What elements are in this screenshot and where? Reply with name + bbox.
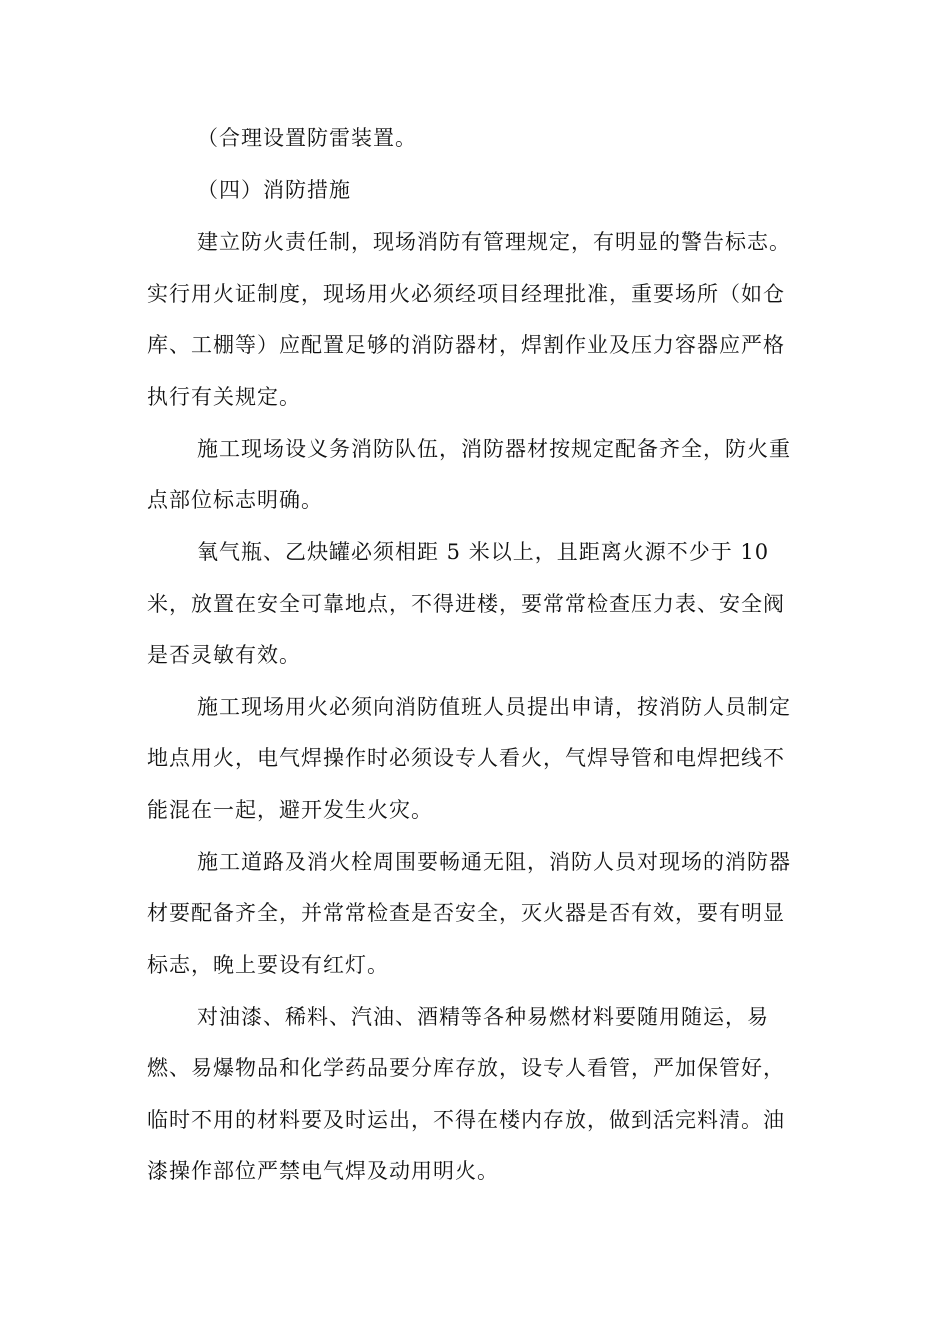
paragraph-line: （合理设置防雷装置。	[197, 126, 417, 150]
paragraph-line: 执行有关规定。	[147, 385, 301, 409]
paragraph-line: 氧气瓶、乙炔罐必须相距 5 米以上，且距离火源不少于 10	[197, 540, 770, 564]
section-heading: （四）消防措施	[197, 178, 351, 202]
paragraph-line: 能混在一起，避开发生火灾。	[147, 798, 433, 822]
paragraph-line: 施工现场用火必须向消防值班人员提出申请，按消防人员制定	[197, 695, 791, 719]
paragraph-line: 库、工棚等）应配置足够的消防器材，焊割作业及压力容器应严格	[147, 333, 785, 357]
paragraph-line: 燃、易爆物品和化学药品要分库存放，设专人看管，严加保管好，	[147, 1056, 785, 1080]
paragraph-line: 临时不用的材料要及时运出，不得在楼内存放，做到活完料清。油	[147, 1108, 785, 1132]
paragraph-line: 米，放置在安全可靠地点，不得进楼，要常常检查压力表、安全阀	[147, 592, 785, 616]
paragraph-line: 施工道路及消火栓周围要畅通无阻，消防人员对现场的消防器	[197, 850, 791, 874]
paragraph-line: 施工现场设义务消防队伍，消防器材按规定配备齐全，防火重	[197, 437, 791, 461]
paragraph-line: 点部位标志明确。	[147, 488, 323, 512]
paragraph-line: 是否灵敏有效。	[147, 643, 301, 667]
paragraph-line: 地点用火，电气焊操作时必须设专人看火，气焊导管和电焊把线不	[147, 746, 785, 770]
paragraph-line: 对油漆、稀料、汽油、酒精等各种易燃材料要随用随运，易	[197, 1005, 769, 1029]
paragraph-line: 材要配备齐全，并常常检查是否安全，灭火器是否有效，要有明显	[147, 901, 785, 925]
paragraph-line: 漆操作部位严禁电气焊及动用明火。	[147, 1159, 499, 1183]
paragraph-line: 实行用火证制度，现场用火必须经项目经理批准，重要场所（如仓	[147, 282, 785, 306]
paragraph-line: 建立防火责任制，现场消防有管理规定，有明显的警告标志。	[197, 230, 791, 254]
paragraph-line: 标志，晚上要设有红灯。	[147, 953, 389, 977]
